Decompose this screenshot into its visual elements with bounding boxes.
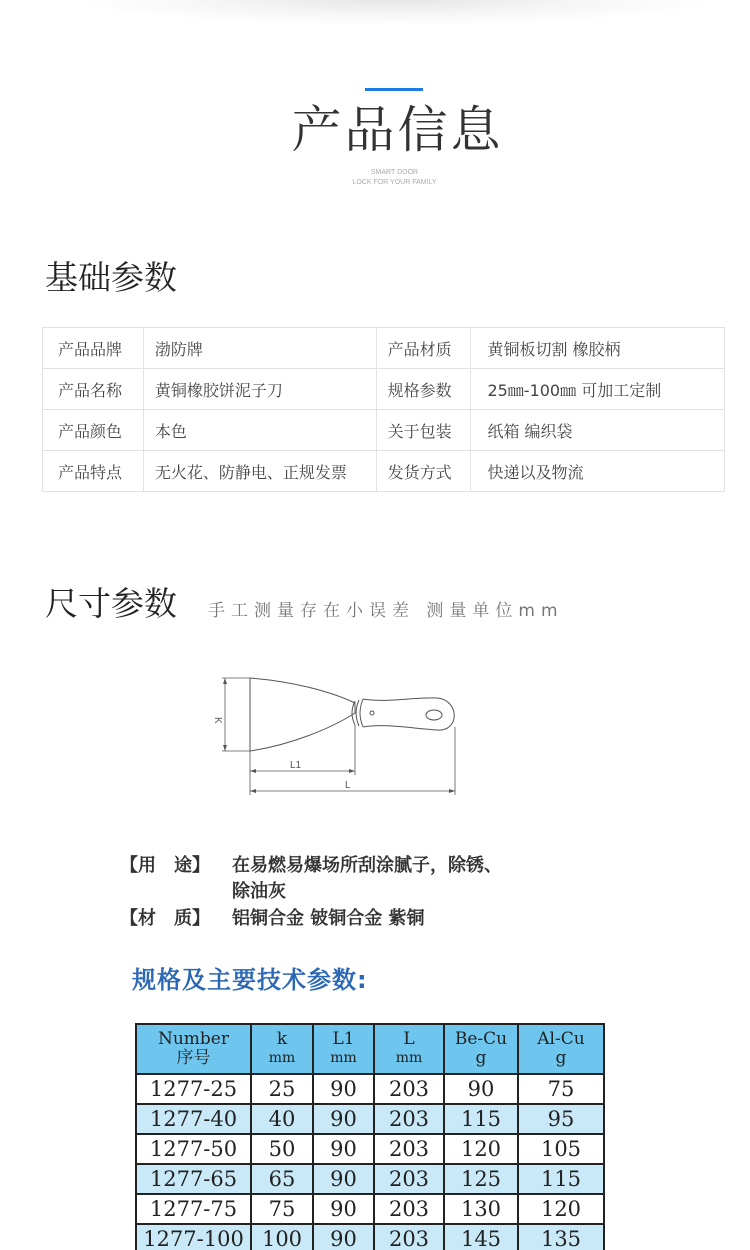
param-label: 产品品牌 <box>43 328 144 369</box>
param-value: 纸箱 编织袋 <box>471 410 725 451</box>
spec-cell: 65 <box>251 1164 313 1194</box>
dimension-label-l: L <box>345 780 351 791</box>
table-row <box>136 1074 604 1104</box>
spec-cell: 1277-75 <box>136 1194 251 1224</box>
spec-cell: 25 <box>251 1074 313 1104</box>
spec-cell: 90 <box>313 1134 374 1164</box>
basic-params-title: 基础参数 <box>45 258 177 297</box>
spec-cell: 1277-50 <box>136 1134 251 1164</box>
param-value: 快递以及物流 <box>471 451 725 492</box>
spec-cell: 130 <box>444 1194 518 1224</box>
param-label: 产品名称 <box>43 369 144 410</box>
hero-title: 产品信息 <box>291 101 504 159</box>
spec-cell: 100 <box>251 1224 313 1250</box>
material-line <box>120 907 425 931</box>
size-params-title: 尺寸参数 <box>45 584 177 623</box>
basic-params-table <box>42 327 725 492</box>
table-row <box>136 1224 604 1250</box>
param-value: 黄铜板切割 橡胶柄 <box>471 328 725 369</box>
spec-cell: 90 <box>313 1074 374 1104</box>
param-label: 产品颜色 <box>43 410 144 451</box>
spec-cell: 50 <box>251 1134 313 1164</box>
param-value: 渤防牌 <box>143 328 376 369</box>
table-row <box>136 1194 604 1224</box>
spec-cell: 203 <box>374 1104 444 1134</box>
spec-cell: 105 <box>518 1134 604 1164</box>
table-row <box>43 328 725 369</box>
dimension-label-l1: L1 <box>290 760 302 771</box>
table-row <box>43 451 725 492</box>
param-label: 关于包装 <box>376 410 471 451</box>
spec-cell: 1277-40 <box>136 1104 251 1134</box>
spec-cell: 90 <box>313 1164 374 1194</box>
spec-cell: 135 <box>518 1224 604 1250</box>
spec-header-l: L mm <box>374 1024 444 1074</box>
spec-cell: 115 <box>444 1104 518 1134</box>
param-label: 发货方式 <box>376 451 471 492</box>
table-row <box>43 410 725 451</box>
spec-cell: 203 <box>374 1134 444 1164</box>
spec-cell: 75 <box>518 1074 604 1104</box>
spec-cell: 90 <box>313 1194 374 1224</box>
top-shadow-divider <box>90 0 700 24</box>
spec-cell: 120 <box>518 1194 604 1224</box>
spec-cell: 1277-65 <box>136 1164 251 1194</box>
spec-cell: 203 <box>374 1164 444 1194</box>
spec-header-al-cu: Al-Cu g <box>518 1024 604 1074</box>
param-label: 规格参数 <box>376 369 471 410</box>
spec-cell: 203 <box>374 1074 444 1104</box>
param-value: 25㎜-100㎜ 可加工定制 <box>471 369 725 410</box>
spec-cell: 95 <box>518 1104 604 1134</box>
blade-outline <box>250 678 355 751</box>
table-row <box>136 1134 604 1164</box>
param-label: 产品特点 <box>43 451 144 492</box>
table-row <box>136 1164 604 1194</box>
spec-cell: 115 <box>518 1164 604 1194</box>
spec-cell: 125 <box>444 1164 518 1194</box>
usage-value: 在易燃易爆场所刮涂腻子，除锈、 <box>232 855 502 876</box>
spec-cell: 203 <box>374 1194 444 1224</box>
handle-hole <box>426 710 442 720</box>
dimension-label-k: K <box>212 717 223 724</box>
spec-header-l1: L1 mm <box>313 1024 374 1074</box>
spec-header-number: Number 序号 <box>136 1024 251 1074</box>
handle-outline <box>363 698 454 730</box>
putty-knife-drawing <box>205 665 475 805</box>
hero-accent-bar <box>365 88 423 91</box>
spec-cell: 75 <box>251 1194 313 1224</box>
table-row <box>136 1104 604 1134</box>
spec-table <box>135 1023 605 1250</box>
table-row <box>43 369 725 410</box>
material-value: 铝铜合金 铍铜合金 紫铜 <box>232 908 425 929</box>
param-label: 产品材质 <box>376 328 471 369</box>
spec-cell: 120 <box>444 1134 518 1164</box>
usage-line <box>120 854 502 878</box>
material-key: 【材 质】 <box>120 908 210 929</box>
spec-cell: 90 <box>444 1074 518 1104</box>
size-params-note: 手工测量存在小误差 测量单位mm <box>208 601 564 621</box>
hero-subtitle-line2: LOCK FOR YOUR FAMILY <box>352 179 437 186</box>
spec-cell: 145 <box>444 1224 518 1250</box>
spec-header-row <box>136 1024 604 1074</box>
param-value: 无火花、防静电、正规发票 <box>143 451 376 492</box>
spec-title: 规格及主要技术参数: <box>132 966 368 994</box>
spec-cell: 90 <box>313 1104 374 1134</box>
param-value: 本色 <box>143 410 376 451</box>
spec-cell: 203 <box>374 1224 444 1250</box>
spec-cell: 1277-100 <box>136 1224 251 1250</box>
spec-cell: 90 <box>313 1224 374 1250</box>
usage-key: 【用 途】 <box>120 855 210 876</box>
spec-cell: 1277-25 <box>136 1074 251 1104</box>
param-value: 黄铜橡胶饼泥子刀 <box>143 369 376 410</box>
usage-line-continued: 除油灰 <box>232 881 286 902</box>
spec-cell: 40 <box>251 1104 313 1134</box>
spec-header-k: k mm <box>251 1024 313 1074</box>
hero-subtitle-line1: SMART DOOR <box>370 169 419 176</box>
spec-header-be-cu: Be-Cu g <box>444 1024 518 1074</box>
